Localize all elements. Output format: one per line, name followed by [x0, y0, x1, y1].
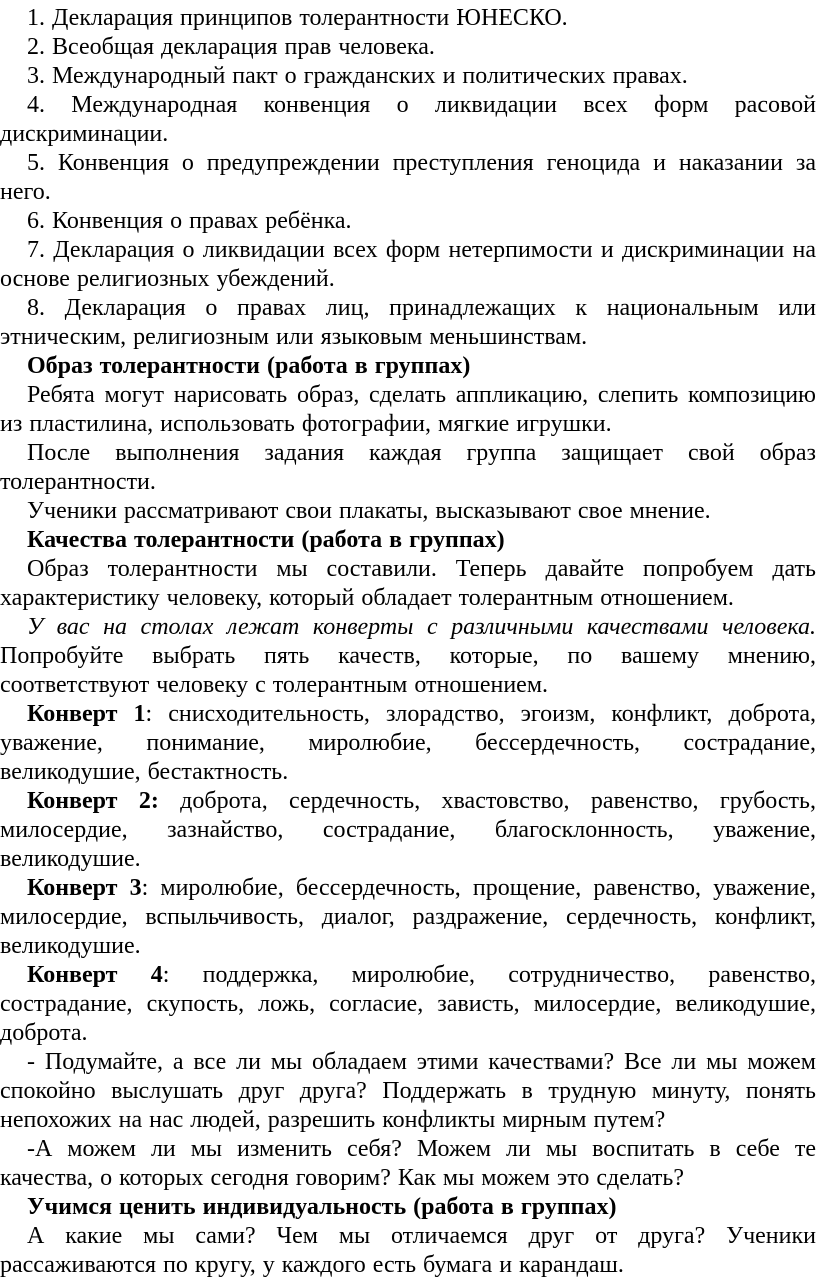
list-item-text: 1. Декларация принципов толерантности ЮНЕСКО. [27, 5, 568, 31]
heading-kachestva-tolerantnosti [0, 526, 816, 555]
envelope-2-label: Конверт 2: [27, 788, 159, 814]
envelope-4-qualities: : поддержка, миролюбие, сотрудничество, равенство, сострадание, скупость, ложь, согласие, зависть, милосердие, великодушие, доброта. [0, 962, 816, 1046]
question-paragraph-1 [0, 1048, 816, 1135]
list-item-text: 8. Декларация о правах лиц, принадлежащих к национальным или этническим, религиозным или языковым меньшинствам. [0, 295, 816, 350]
heading-obraz-tolerantnosti [0, 352, 816, 381]
envelope-2-qualities: доброта, сердечность, хвастовство, равенство, грубость, милосердие, зазнайство, сострадание, благосклонность, уважение, великодушие. [0, 788, 816, 872]
paragraph-text: Попробуйте выбрать пять качеств, которые, по вашему мнению, соответствуют человеку с толерантным отношением. [0, 643, 816, 698]
paragraph-konverty-intro [0, 613, 816, 700]
paragraph-text: Образ толерантности мы составили. Теперь давайте попробуем дать характеристику человеку, который обладает толерантным отношением. [0, 556, 816, 611]
list-item-text: 4. Международная конвенция о ликвидации всех форм расовой дискриминации. [0, 92, 816, 147]
paragraph-posle-vypolneniya [0, 439, 816, 497]
list-item-text: 2. Всеобщая декларация прав человека. [27, 34, 435, 60]
paragraph-text: А какие мы сами? Чем мы отличаемся друг от друга? Ученики рассаживаются по кругу, у каждого есть бумага и карандаш. [0, 1223, 816, 1278]
list-item-text: 3. Международный пакт о гражданских и политических правах. [27, 63, 688, 89]
list-item-2 [0, 33, 816, 62]
list-item-1 [0, 4, 816, 33]
paragraph-text: - Подумайте, а все ли мы обладаем этими качествами? Все ли мы можем спокойно выслушать друг друга? Поддержать в трудную минуту, понять непохожих на нас людей, разрешить конфликты мирным путем? [0, 1049, 816, 1133]
list-item-7 [0, 236, 816, 294]
paragraph-a-kakie-my-sami [0, 1222, 816, 1280]
list-item-4 [0, 91, 816, 149]
envelope-1-qualities: : снисходительность, злорадство, эгоизм, конфликт, доброта, уважение, понимание, миролюбие, бессердечность, сострадание, великодушие, бестактность. [0, 701, 816, 785]
paragraph-text: Ребята могут нарисовать образ, сделать аппликацию, слепить композицию из пластилина, использовать фотографии, мягкие игрушки. [0, 382, 816, 437]
paragraph-text: После выполнения задания каждая группа защищает свой образ толерантности. [0, 440, 816, 495]
list-item-3 [0, 62, 816, 91]
envelope-4-label: Конверт 4 [27, 962, 163, 988]
list-item-text: 6. Конвенция о правах ребёнка. [27, 208, 352, 234]
envelope-1-label: Конверт 1 [27, 701, 146, 727]
envelope-3-label: Конверт 3 [27, 875, 142, 901]
heading-text: Качества толерантности (работа в группах) [27, 527, 505, 553]
heading-text: Образ толерантности (работа в группах) [27, 353, 471, 379]
list-item-5 [0, 149, 816, 207]
list-item-text: 5. Конвенция о предупреждении преступления геноцида и наказании за него. [0, 150, 816, 205]
envelope-3 [0, 874, 816, 961]
list-item-8 [0, 294, 816, 352]
heading-uchimsya-tsenit [0, 1193, 816, 1222]
heading-text: Учимся ценить индивидуальность (работа в группах) [27, 1194, 617, 1220]
paragraph-ucheniki-rassmatrivayut [0, 497, 816, 526]
paragraph-text: -А можем ли мы изменить себя? Можем ли мы воспитать в себе те качества, о которых сегодня говорим? Как мы можем это сделать? [0, 1136, 816, 1191]
question-paragraph-2 [0, 1135, 816, 1193]
list-item-text: 7. Декларация о ликвидации всех форм нетерпимости и дискриминации на основе религиозных убеждений. [0, 237, 816, 292]
envelope-2 [0, 787, 816, 874]
envelope-3-qualities: : миролюбие, бессердечность, прощение, равенство, уважение, милосердие, вспыльчивость, диалог, раздражение, сердечность, конфликт, великодушие. [0, 875, 816, 959]
italic-lead-sentence: У вас на столах лежат конверты с различными качествами человека. [27, 614, 816, 640]
paragraph-rebyata-mogut [0, 381, 816, 439]
paragraph-text: Ученики рассматривают свои плакаты, высказывают свое мнение. [27, 498, 711, 524]
envelope-4 [0, 961, 816, 1048]
paragraph-obraz-sostavili [0, 555, 816, 613]
envelope-1 [0, 700, 816, 787]
list-item-6 [0, 207, 816, 236]
